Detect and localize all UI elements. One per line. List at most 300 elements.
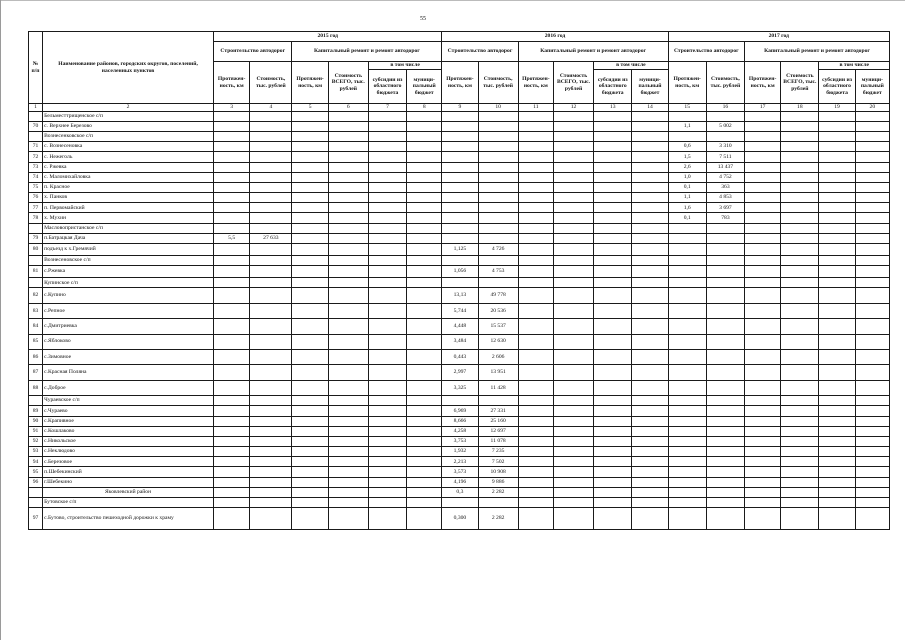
cell-col-4 [250,508,292,530]
cell-col-9: 2,997 [442,365,478,380]
row-number [29,396,43,406]
cell-col-19 [819,508,855,530]
cell-col-10: 25 160 [478,416,518,426]
cell-col-16 [706,303,744,318]
cell-col-15 [668,416,706,426]
section-row [29,396,890,406]
cell-col-6 [328,303,368,318]
cell-col-16: 783 [706,213,744,223]
header-construction-2016: Строительство автодорог [442,42,518,62]
cell-col-8 [407,256,442,266]
section-row [29,223,890,233]
cell-col-19 [819,203,855,213]
cell-col-14 [632,203,668,213]
cell-col-7 [368,416,406,426]
cell-col-6 [328,142,368,152]
cell-col-7 [368,182,406,192]
cell-col-20 [855,365,889,380]
cell-col-10 [478,223,518,233]
cell-col-17 [745,349,781,364]
header-subsidy: субсидии из областного бюджета [594,70,632,104]
column-number: 7 [368,104,406,112]
cell-col-7 [368,508,406,530]
cell-col-7 [368,447,406,457]
cell-col-16 [706,334,744,349]
cell-col-6 [328,416,368,426]
cell-col-11 [518,162,553,172]
cell-col-20 [855,288,889,303]
cell-col-5 [292,278,328,288]
row-number: 93 [29,447,43,457]
cell-col-20 [855,447,889,457]
settlement-name: с.Ржевка [43,266,214,278]
cell-col-11 [518,203,553,213]
cell-col-4 [250,303,292,318]
cell-col-7 [368,142,406,152]
cell-col-6 [328,193,368,203]
header-cost-total: Стоимость ВСЕГО, тыс. рублей [781,62,819,104]
cell-col-9 [442,213,478,223]
cell-col-6 [328,233,368,243]
cell-col-18 [781,213,819,223]
cell-col-8 [407,467,442,477]
cell-col-14 [632,334,668,349]
cell-col-8 [407,349,442,364]
cell-col-20 [855,498,889,508]
header-subsidy: субсидии из областного бюджета [819,70,855,104]
cell-col-7 [368,303,406,318]
cell-col-19 [819,121,855,131]
cell-col-10: 20 536 [478,303,518,318]
cell-col-15 [668,334,706,349]
cell-col-17 [745,477,781,487]
cell-col-9 [442,182,478,192]
cell-col-5 [292,233,328,243]
cell-col-14 [632,223,668,233]
cell-col-15 [668,223,706,233]
cell-col-7 [368,223,406,233]
header-construction-2017: Строительство автодорог [668,42,744,62]
cell-col-7 [368,172,406,182]
settlement-name: с. Верхнее Березово [43,121,214,131]
cell-col-18 [781,477,819,487]
cell-col-18 [781,416,819,426]
cell-col-15 [668,278,706,288]
cell-col-3 [214,467,250,477]
cell-col-6 [328,256,368,266]
cell-col-8 [407,266,442,278]
cell-col-17 [745,319,781,334]
cell-col-14 [632,487,668,497]
cell-col-9: 2,213 [442,457,478,467]
cell-col-14 [632,396,668,406]
cell-col-9 [442,193,478,203]
cell-col-17 [745,142,781,152]
cell-col-17 [745,436,781,446]
cell-col-5 [292,319,328,334]
header-cost: Стоимость, тыс. рублей [478,62,518,104]
cell-col-10 [478,203,518,213]
cell-col-9 [442,203,478,213]
cell-col-10: 4 753 [478,266,518,278]
cell-col-4 [250,182,292,192]
cell-col-7 [368,436,406,446]
cell-col-17 [745,223,781,233]
cell-col-7 [368,256,406,266]
cell-col-20 [855,487,889,497]
cell-col-12 [553,233,593,243]
cell-col-16 [706,426,744,436]
cell-col-18 [781,426,819,436]
cell-col-7 [368,111,406,121]
row-number: 76 [29,193,43,203]
cell-col-19 [819,256,855,266]
cell-col-15 [668,303,706,318]
row-number: 97 [29,508,43,530]
cell-col-20 [855,380,889,395]
cell-col-15 [668,256,706,266]
column-number: 16 [706,104,744,112]
cell-col-19 [819,152,855,162]
cell-col-8 [407,436,442,446]
cell-col-20 [855,172,889,182]
table-row [29,416,890,426]
cell-col-5 [292,131,328,141]
cell-col-6 [328,380,368,395]
cell-col-15 [668,426,706,436]
cell-col-7 [368,152,406,162]
cell-col-5 [292,266,328,278]
cell-col-4 [250,457,292,467]
cell-col-20 [855,233,889,243]
cell-col-5 [292,477,328,487]
cell-col-10 [478,213,518,223]
header-length: Протяжен-ность, км [292,62,328,104]
cell-col-11 [518,349,553,364]
table-row [29,365,890,380]
cell-col-9 [442,121,478,131]
column-number: 6 [328,104,368,112]
cell-col-3: 5,5 [214,233,250,243]
table-row [29,426,890,436]
cell-col-4 [250,111,292,121]
cell-col-15 [668,508,706,530]
cell-col-6 [328,223,368,233]
cell-col-16 [706,233,744,243]
cell-col-5 [292,380,328,395]
cell-col-8 [407,334,442,349]
page-number: 55 [420,16,426,22]
page-top-edge [0,0,905,1]
cell-col-8 [407,162,442,172]
cell-col-17 [745,182,781,192]
cell-col-18 [781,266,819,278]
cell-col-11 [518,256,553,266]
cell-col-3 [214,477,250,487]
cell-col-19 [819,193,855,203]
cell-col-3 [214,334,250,349]
cell-col-20 [855,162,889,172]
cell-col-3 [214,152,250,162]
cell-col-4 [250,256,292,266]
header-construction-2015: Строительство автодорог [214,42,292,62]
cell-col-8 [407,131,442,141]
cell-col-9: 5,744 [442,303,478,318]
row-number: 71 [29,142,43,152]
cell-col-3 [214,396,250,406]
cell-col-13 [594,244,632,256]
cell-col-18 [781,498,819,508]
cell-col-16 [706,266,744,278]
settlement-name: подъезд к х.Гремячий [43,244,214,256]
table-row [29,303,890,318]
cell-col-16 [706,319,744,334]
header-municipal: муници-пальный бюджет [855,70,889,104]
cell-col-17 [745,303,781,318]
cell-col-8 [407,447,442,457]
cell-col-8 [407,193,442,203]
cell-col-14 [632,213,668,223]
cell-col-15 [668,349,706,364]
cell-col-19 [819,426,855,436]
cell-col-5 [292,396,328,406]
table-row [29,319,890,334]
cell-col-12 [553,487,593,497]
cell-col-9 [442,233,478,243]
cell-col-8 [407,498,442,508]
cell-col-19 [819,142,855,152]
cell-col-17 [745,244,781,256]
cell-col-12 [553,244,593,256]
cell-col-13 [594,121,632,131]
column-number: 1 [29,104,43,112]
row-number: 96 [29,477,43,487]
cell-col-6 [328,213,368,223]
cell-col-17 [745,121,781,131]
row-number: 90 [29,416,43,426]
cell-col-13 [594,380,632,395]
cell-col-10 [478,162,518,172]
cell-col-7 [368,213,406,223]
cell-col-13 [594,233,632,243]
cell-col-16: 13 437 [706,162,744,172]
cell-col-8 [407,233,442,243]
cell-col-5 [292,223,328,233]
cell-col-5 [292,288,328,303]
cell-col-11 [518,467,553,477]
cell-col-14 [632,457,668,467]
cell-col-15: 1,1 [668,121,706,131]
cell-col-14 [632,266,668,278]
cell-col-11 [518,244,553,256]
cell-col-19 [819,233,855,243]
row-number: 95 [29,467,43,477]
cell-col-13 [594,467,632,477]
cell-col-13 [594,278,632,288]
cell-col-20 [855,203,889,213]
table-row [29,380,890,395]
cell-col-10: 9 886 [478,477,518,487]
settlement-name: Вознесеновское с/п [43,256,214,266]
column-number: 8 [407,104,442,112]
cell-col-4 [250,477,292,487]
cell-col-18 [781,244,819,256]
cell-col-16 [706,508,744,530]
table-row [29,457,890,467]
cell-col-13 [594,436,632,446]
cell-col-17 [745,131,781,141]
cell-col-3 [214,508,250,530]
cell-col-10: 2 282 [478,487,518,497]
cell-col-9: 0,3 [442,487,478,497]
column-number: 12 [553,104,593,112]
cell-col-8 [407,244,442,256]
cell-col-19 [819,111,855,121]
header-length: Протяжен-ность, км [442,62,478,104]
cell-col-4 [250,334,292,349]
cell-col-6 [328,349,368,364]
cell-col-17 [745,365,781,380]
cell-col-11 [518,152,553,162]
cell-col-4 [250,467,292,477]
cell-col-14 [632,303,668,318]
cell-col-12 [553,213,593,223]
cell-col-10: 4 726 [478,244,518,256]
cell-col-17 [745,396,781,406]
cell-col-3 [214,457,250,467]
cell-col-12 [553,498,593,508]
cell-col-19 [819,436,855,446]
header-year-2016: 2016 год [442,32,668,42]
cell-col-15 [668,266,706,278]
cell-col-14 [632,349,668,364]
cell-col-5 [292,349,328,364]
cell-col-11 [518,182,553,192]
cell-col-14 [632,477,668,487]
cell-col-4 [250,319,292,334]
header-cost: Стоимость, тыс. рублей [706,62,744,104]
settlement-name: с.Березовое [43,457,214,467]
cell-col-17 [745,467,781,477]
cell-col-16 [706,256,744,266]
cell-col-13 [594,319,632,334]
cell-col-5 [292,426,328,436]
cell-col-16 [706,477,744,487]
cell-col-16 [706,487,744,497]
header-municipal: муници-пальный бюджет [632,70,668,104]
cell-col-16 [706,467,744,477]
row-number: 77 [29,203,43,213]
cell-col-15 [668,467,706,477]
column-number: 5 [292,104,328,112]
cell-col-12 [553,152,593,162]
settlement-name: п.Шебекинский [43,467,214,477]
cell-col-6 [328,244,368,256]
cell-col-6 [328,487,368,497]
cell-col-14 [632,278,668,288]
cell-col-5 [292,436,328,446]
row-number: 82 [29,288,43,303]
roads-table [28,31,890,530]
cell-col-12 [553,111,593,121]
cell-col-15: 0,1 [668,182,706,192]
cell-col-10: 11 078 [478,436,518,446]
cell-col-12 [553,319,593,334]
cell-col-16: 7 511 [706,152,744,162]
cell-col-13 [594,334,632,349]
cell-col-18 [781,193,819,203]
cell-col-3 [214,416,250,426]
cell-col-11 [518,436,553,446]
cell-col-20 [855,121,889,131]
cell-col-15 [668,244,706,256]
cell-col-13 [594,162,632,172]
settlement-name: Бутовское с/п [43,498,214,508]
cell-col-11 [518,477,553,487]
cell-col-8 [407,288,442,303]
table-row [29,244,890,256]
cell-col-3 [214,487,250,497]
cell-col-9 [442,172,478,182]
cell-col-11 [518,142,553,152]
cell-col-11 [518,233,553,243]
cell-col-20 [855,396,889,406]
cell-col-4 [250,266,292,278]
cell-col-19 [819,457,855,467]
cell-col-10 [478,172,518,182]
cell-col-10 [478,152,518,162]
settlement-name: х. Мухин [43,213,214,223]
cell-col-5 [292,162,328,172]
cell-col-6 [328,334,368,349]
cell-col-19 [819,319,855,334]
cell-col-6 [328,396,368,406]
cell-col-5 [292,467,328,477]
settlement-name: с.Репное [43,303,214,318]
cell-col-20 [855,416,889,426]
cell-col-14 [632,508,668,530]
cell-col-16 [706,131,744,141]
cell-col-18 [781,508,819,530]
cell-col-10: 15 537 [478,319,518,334]
settlement-name: с. Ржевка [43,162,214,172]
cell-col-3 [214,406,250,416]
cell-col-8 [407,111,442,121]
cell-col-16: 363 [706,182,744,192]
cell-col-12 [553,223,593,233]
cell-col-10: 2 282 [478,508,518,530]
table-row [29,436,890,446]
cell-col-15: 0,1 [668,213,706,223]
cell-col-11 [518,447,553,457]
cell-col-20 [855,467,889,477]
row-number: 74 [29,172,43,182]
settlement-name: с.Купино [43,288,214,303]
cell-col-13 [594,426,632,436]
cell-col-15 [668,319,706,334]
row-number: 91 [29,426,43,436]
cell-col-5 [292,406,328,416]
cell-col-11 [518,288,553,303]
cell-col-3 [214,244,250,256]
cell-col-13 [594,193,632,203]
cell-col-18 [781,447,819,457]
cell-col-13 [594,303,632,318]
cell-col-10 [478,396,518,406]
cell-col-18 [781,111,819,121]
cell-col-13 [594,498,632,508]
settlement-name: с.Крапивное [43,416,214,426]
